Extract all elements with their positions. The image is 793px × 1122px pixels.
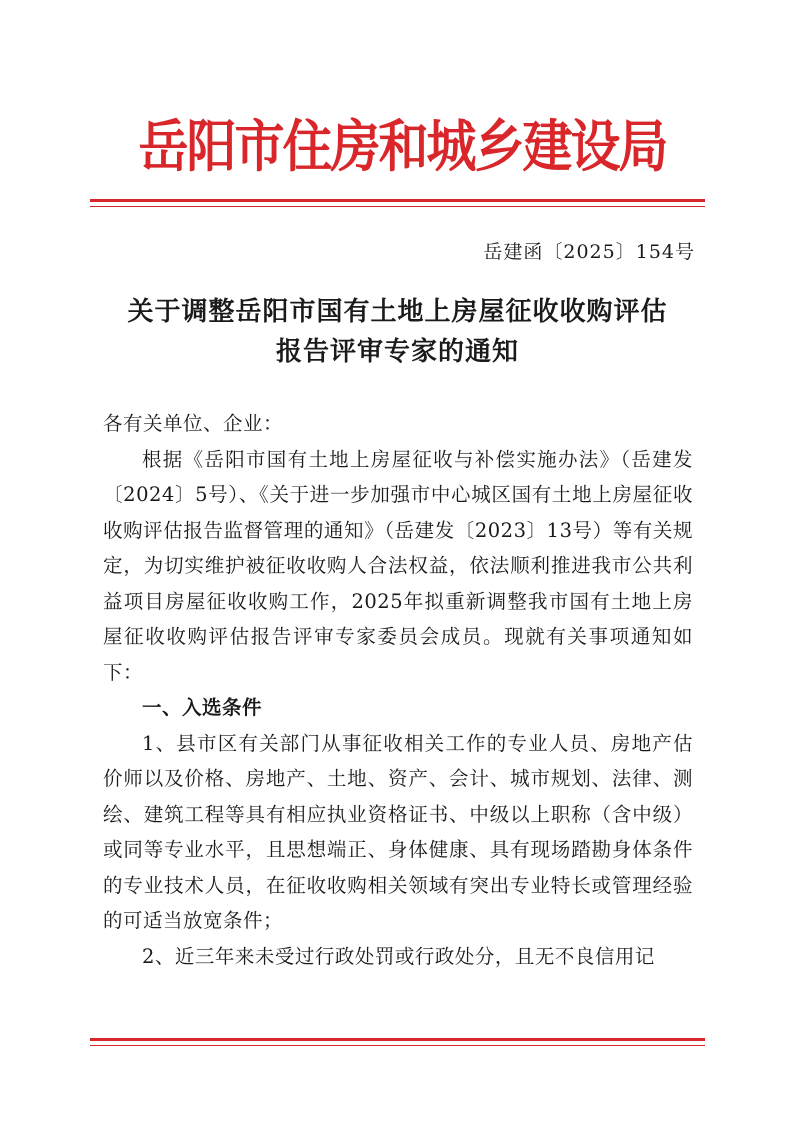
document-title-line-2: 报告评审专家的通知 xyxy=(275,337,519,367)
footer-rule-thin xyxy=(90,1045,705,1046)
salutation: 各有关单位、企业： xyxy=(103,412,284,435)
letterhead-rule-thin xyxy=(90,206,705,207)
letterhead-rule-thick xyxy=(90,199,705,202)
document-body xyxy=(103,406,693,974)
paragraph-item-1: 1、县市区有关部门从事征收相关工作的专业人员、房地产估价师以及价格、房地产、土地、资产、会计、城市规划、法律、测绘、建筑工程等具有相应执业资格证书、中级以上职称（含中级）或同等专业水平，且思想端正、身体健康、具有现场踏勘身体条件的专业技术人员，在征收收购相关领域有突出专业特长或管理经验的可适当放宽条件； xyxy=(103,731,693,932)
paragraph-intro: 根据《岳阳市国有土地上房屋征收与补偿实施办法》（岳建发〔2024〕5号）、《关于进一步加强市中心城区国有土地上房屋征收收购评估报告监督管理的通知》（岳建发〔2023〕13号）等有关规定，为切实维护被征收收购人合法权益，依法顺利推进我市公共利益项目房屋征收收购工作，2025年拟重新调整我市国有土地上房屋征收收购评估报告评审专家委员会成员。现就有关事项通知如下： xyxy=(103,447,693,684)
section-heading-1: 一、入选条件 xyxy=(142,696,263,719)
letterhead-title: 岳阳市住房和城乡建设局 xyxy=(138,114,667,180)
paragraph-item-2: 2、近三年来未受过行政处罚或行政处分，且无不良信用记 xyxy=(142,944,655,968)
footer-rule-thick xyxy=(90,1038,705,1041)
document-number: 岳建函〔2025〕154号 xyxy=(483,241,695,263)
document-title xyxy=(90,292,705,372)
document-title-line-1: 关于调整岳阳市国有土地上房屋征收收购评估 xyxy=(127,297,668,327)
